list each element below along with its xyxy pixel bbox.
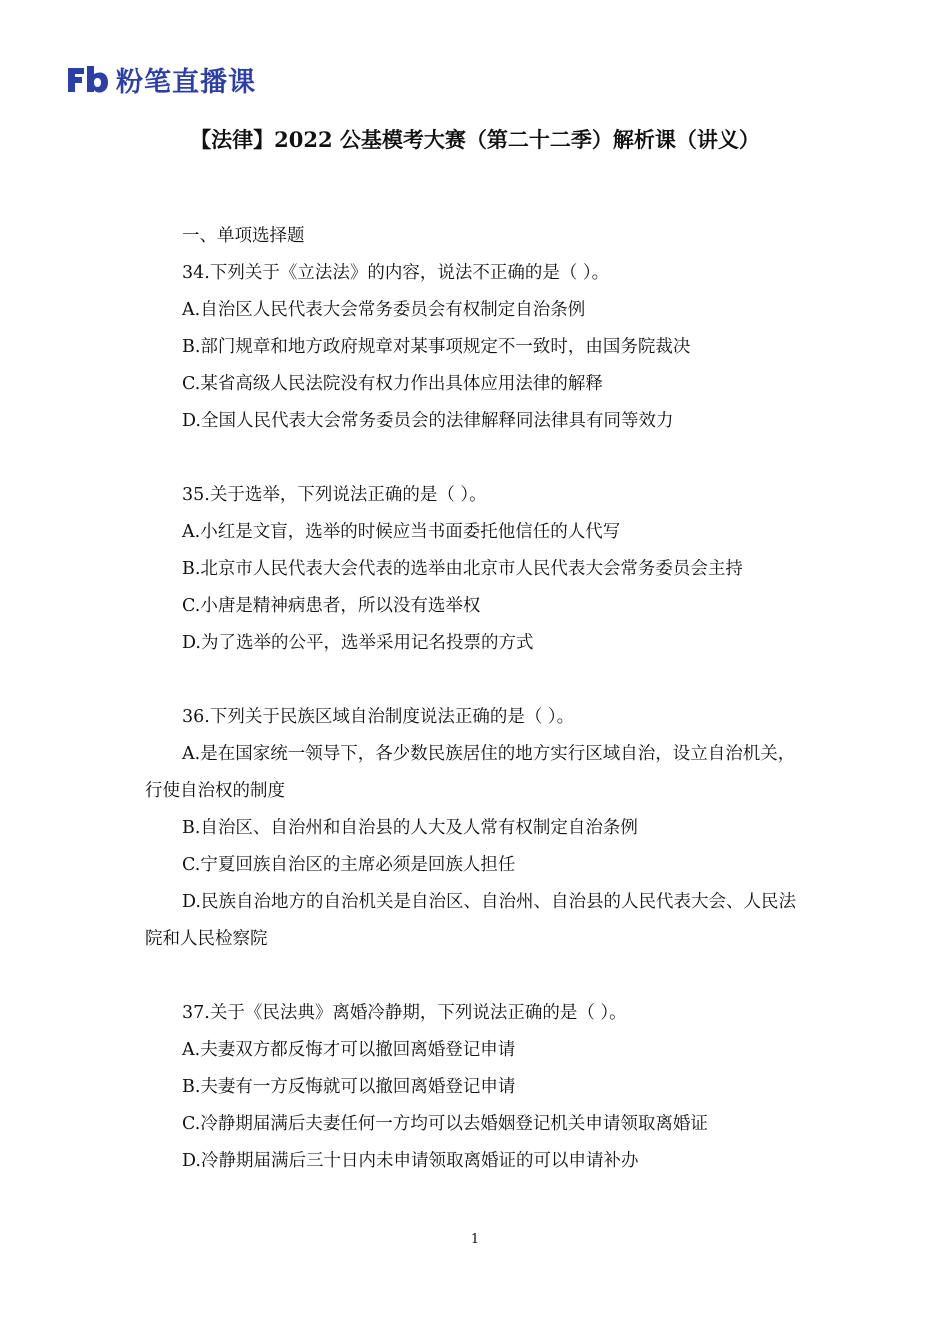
section-heading: 一、单项选择题	[182, 226, 305, 246]
document-body	[145, 218, 809, 1180]
option-b: B.自治区、自治州和自治县的人大及人常有权制定自治条例	[182, 818, 638, 838]
option-c: C.小唐是精神病患者，所以没有选举权	[182, 596, 481, 616]
question-stem: 35.关于选举，下列说法正确的是（ ）。	[182, 485, 487, 505]
brand-logo	[66, 62, 256, 96]
option-d: D.为了选举的公平，选举采用记名投票的方式	[182, 633, 534, 653]
question-stem: 34.下列关于《立法法》的内容，说法不正确的是（ ）。	[182, 263, 610, 283]
page-number: 1	[470, 1232, 480, 1247]
option-c: C.某省高级人民法院没有权力作出具体应用法律的解释	[182, 374, 603, 394]
option-d: D.民族自治地方的自治机关是自治区、自治州、自治县的人民代表大会、人民法院和人民检察院	[145, 892, 796, 949]
option-b: B.部门规章和地方政府规章对某事项规定不一致时，由国务院裁决	[182, 337, 691, 357]
question-stem: 37.关于《民法典》离婚冷静期，下列说法正确的是（ ）。	[182, 1003, 627, 1023]
option-a: A.夫妻双方都反悔才可以撤回离婚登记申请	[182, 1040, 516, 1060]
option-d: D.全国人民代表大会常务委员会的法律解释同法律具有同等效力	[182, 411, 674, 431]
option-b: B.北京市人民代表大会代表的选举由北京市人民代表大会常务委员会主持	[182, 559, 743, 579]
option-a: A.小红是文盲，选举的时候应当书面委托他信任的人代写	[182, 522, 621, 542]
question-stem: 36.下列关于民族区域自治制度说法正确的是（ ）。	[182, 707, 575, 727]
document-title: 【法律】2022 公基模考大赛（第二十二季）解析课（讲义）	[190, 127, 760, 152]
fenbi-fb-logo-icon	[66, 63, 112, 95]
question-34	[145, 255, 809, 440]
question-36	[145, 699, 809, 958]
question-37	[145, 995, 809, 1180]
option-c: C.宁夏回族自治区的主席必须是回族人担任	[182, 855, 516, 875]
option-b: B.夫妻有一方反悔就可以撤回离婚登记申请	[182, 1077, 516, 1097]
option-c: C.冷静期届满后夫妻任何一方均可以去婚姻登记机关申请领取离婚证	[182, 1114, 708, 1134]
logo-text: 粉笔直播课	[116, 66, 256, 98]
option-d: D.冷静期届满后三十日内未申请领取离婚证的可以申请补办	[182, 1151, 639, 1171]
question-35	[145, 477, 809, 662]
option-a: A.是在国家统一领导下，各少数民族居住的地方实行区域自治，设立自治机关，行使自治权的制度	[145, 744, 796, 801]
option-a: A.自治区人民代表大会常务委员会有权制定自治条例	[182, 300, 586, 320]
